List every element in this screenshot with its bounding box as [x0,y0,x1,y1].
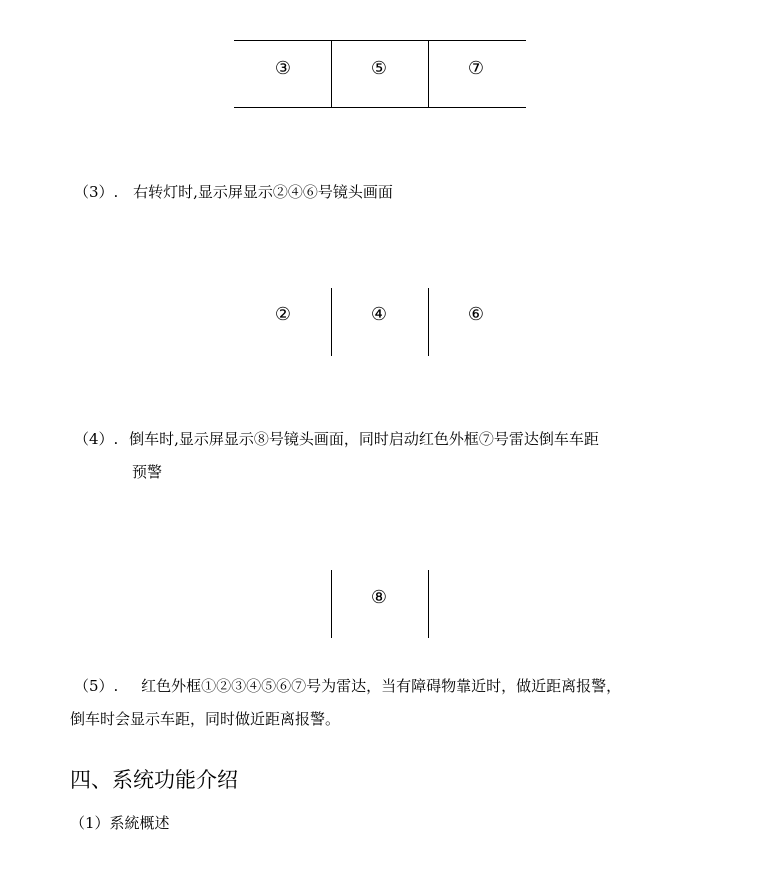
camera-number-7: ⑦ [467,58,485,79]
item-5-text-line2: 倒车时会显示车距，同时做近距离报警。 [70,710,341,728]
camera-number-8: ⑧ [370,587,388,608]
item-3 [74,182,393,202]
table-divider [428,288,429,356]
camera-number-4: ④ [370,304,388,325]
table-divider [331,40,332,108]
table-divider [331,288,332,356]
table-bottom-border [234,107,526,108]
section-heading: 四、系统功能介绍 [70,768,238,792]
item-5 [74,676,621,696]
table-divider [428,40,429,108]
item-4-text-line2: 预警 [132,463,163,481]
camera-number-3: ③ [274,58,292,79]
camera-number-6: ⑥ [467,304,485,325]
camera-number-5: ⑤ [370,58,388,79]
table-top-border [234,40,526,41]
item-4-number: （4）. [74,430,119,448]
camera-number-2: ② [274,304,292,325]
item-3-text: 右转灯时,显示屏显示②④⑥号镜头画面 [133,183,393,201]
item-5-text-line1: 红色外框①②③④⑤⑥⑦号为雷达，当有障碍物靠近时，做近距离报警， [141,677,622,695]
section-subheading: （1）系統概述 [70,814,170,832]
item-5-number: （5）. [74,677,119,695]
item-4 [74,429,599,449]
table-divider [331,570,332,638]
table-divider [428,570,429,638]
item-3-number: （3）. [74,183,119,201]
item-4-text-line1: 倒车时,显示屏显示⑧号镜头画面，同时启动红色外框⑦号雷达倒车车距 [129,430,599,448]
